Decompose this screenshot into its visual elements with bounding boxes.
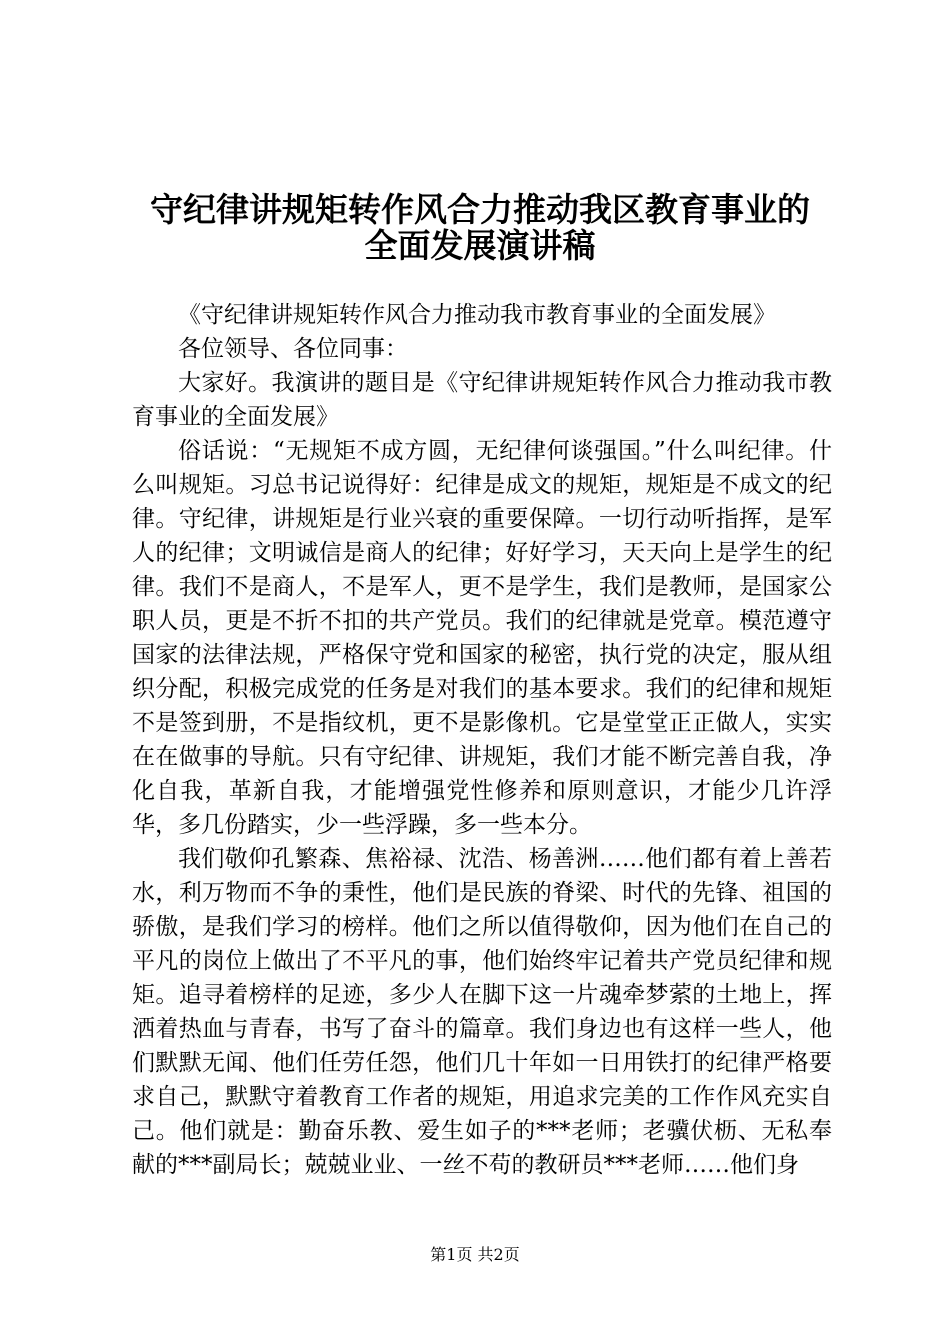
page-footer: 第1页 共2页 <box>430 1245 520 1264</box>
document-title-line-1: 守纪律讲规矩转作风合力推动我区教育事业的 <box>150 190 810 229</box>
paragraph-subtitle: 《守纪律讲规矩转作风合力推动我市教育事业的全面发展》 <box>178 302 776 328</box>
paragraph-salutation: 各位领导、各位同事： <box>178 336 408 362</box>
paragraph-greeting: 大家好。我演讲的题目是《守纪律讲规矩转作风合力推动我市教育事业的全面发展》 <box>132 370 832 430</box>
paragraph-discipline: 俗话说：“无规矩不成方圆，无纪律何谈强国。”什么叫纪律。什么叫规矩。习总书记说得好：纪律是成文的规矩，规矩是不成文的纪律。守纪律，讲规矩是行业兴衰的重要保障。一切行动听指挥，是军人的纪律；文明诚信是商人的纪律；好好学习，天天向上是学生的纪律。我们不是商人，不是军人，更不是学生，我们是教师，是国家公职人员，更是不折不扣的共产党员。我们的纪律就是党章。模范遵守国家的法律法规，严格保守党和国家的秘密，执行党的决定，服从组织分配，积极完成党的任务是对我们的基本要求。我们的纪律和规矩不是签到册，不是指纹机，更不是影像机。它是堂堂正正做人，实实在在做事的导航。只有守纪律、讲规矩，我们才能不断完善自我，净化自我，革新自我，才能增强党性修养和原则意识，才能少几许浮华，多几份踏实，少一些浮躁，多一些本分。 <box>132 438 832 838</box>
document-title-line-2: 全面发展演讲稿 <box>364 226 596 265</box>
document-body <box>132 298 832 1182</box>
paragraph-role-models: 我们敬仰孔繁森、焦裕禄、沈浩、杨善洲……他们都有着上善若水，利万物而不争的秉性，他们是民族的脊梁、时代的先锋、祖国的骄傲，是我们学习的榜样。他们之所以值得敬仰，因为他们在自己的平凡的岗位上做出了不平凡的事，他们始终牢记着共产党员纪律和规矩。追寻着榜样的足迹，多少人在脚下这一片魂牵梦萦的土地上，挥洒着热血与青春，书写了奋斗的篇章。我们身边也有这样一些人，他们默默无闻、他们任劳任怨，他们几十年如一日用铁打的纪律严格要求自己，默默守着教育工作者的规矩，用追求完美的工作作风充实自己。他们就是：勤奋乐教、爱生如子的***老师；老骥伏枥、无私奉献的***副局长；兢兢业业、一丝不苟的教研员***老师……他们身 <box>132 846 832 1178</box>
